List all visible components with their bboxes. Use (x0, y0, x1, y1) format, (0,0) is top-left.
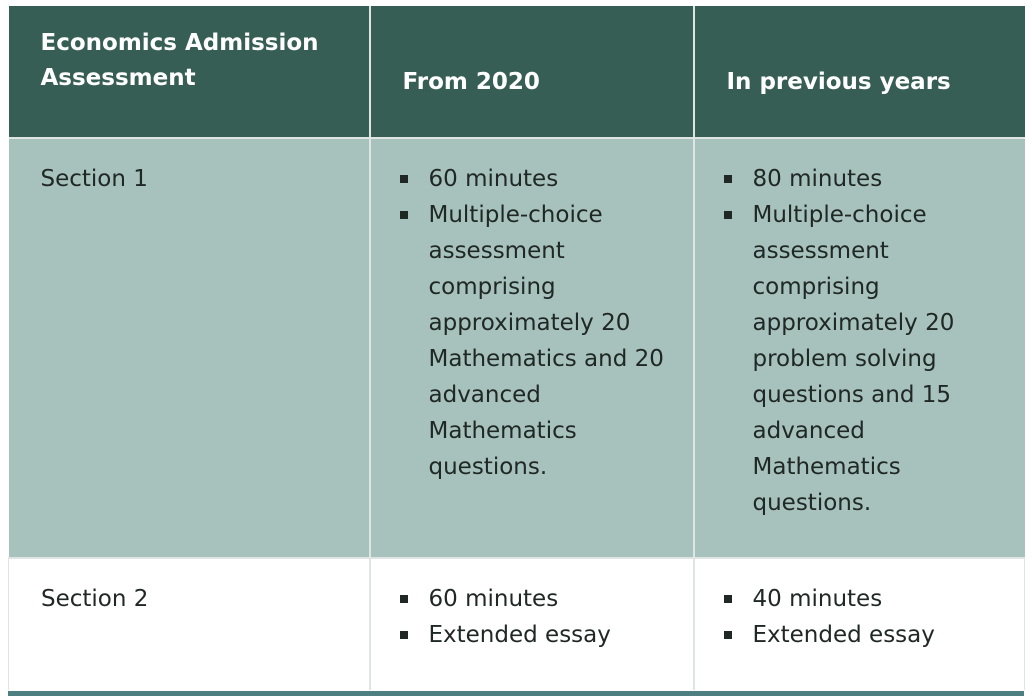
cell-section-2-previous-years (694, 558, 1025, 690)
list-item (400, 581, 673, 617)
square-bullet-icon (724, 595, 732, 603)
list-item (724, 581, 1005, 617)
list-item (400, 617, 673, 653)
list-item-text: Extended essay (752, 622, 935, 648)
assessment-comparison-table (8, 6, 1025, 690)
list-item (724, 617, 1005, 653)
header-from-2020: From 2020 (370, 6, 694, 138)
list-item (400, 197, 673, 485)
square-bullet-icon (400, 175, 408, 183)
header-previous-years: In previous years (694, 6, 1025, 138)
header-row (9, 6, 1025, 138)
header-assessment-name: Economics Admission Assessment (9, 6, 370, 138)
list-item-text: 40 minutes (752, 586, 883, 612)
bullet-list (400, 581, 673, 653)
list-item-text: 80 minutes (752, 166, 883, 192)
row-label-section-2: Section 2 (9, 558, 370, 690)
bullet-list (724, 161, 1005, 521)
list-item (724, 197, 1005, 521)
cell-section-2-from-2020 (370, 558, 694, 690)
table-row-section-2 (9, 558, 1025, 690)
table-row-section-1 (9, 138, 1025, 558)
list-item-text: Multiple-choice assessment comprising approximately 20 problem solving questions and 15 advanced Mathematics questions. (752, 202, 955, 516)
cell-section-1-previous-years (694, 138, 1025, 558)
table-body (9, 138, 1025, 690)
row-label-section-1: Section 1 (9, 138, 370, 558)
list-item-text: Extended essay (428, 622, 611, 648)
square-bullet-icon (724, 175, 732, 183)
table-bottom-rule (8, 691, 1024, 696)
square-bullet-icon (400, 211, 408, 219)
table-header (9, 6, 1025, 138)
bullet-list (724, 581, 1005, 653)
square-bullet-icon (400, 595, 408, 603)
comparison-table-wrapper (8, 6, 1024, 696)
square-bullet-icon (724, 211, 732, 219)
square-bullet-icon (400, 631, 408, 639)
bullet-list (400, 161, 673, 485)
list-item-text: 60 minutes (428, 586, 559, 612)
cell-section-1-from-2020 (370, 138, 694, 558)
square-bullet-icon (724, 631, 732, 639)
list-item (400, 161, 673, 197)
list-item-text: Multiple-choice assessment comprising approximately 20 Mathematics and 20 advanced Mathematics questions. (428, 202, 664, 480)
list-item (724, 161, 1005, 197)
list-item-text: 60 minutes (428, 166, 559, 192)
